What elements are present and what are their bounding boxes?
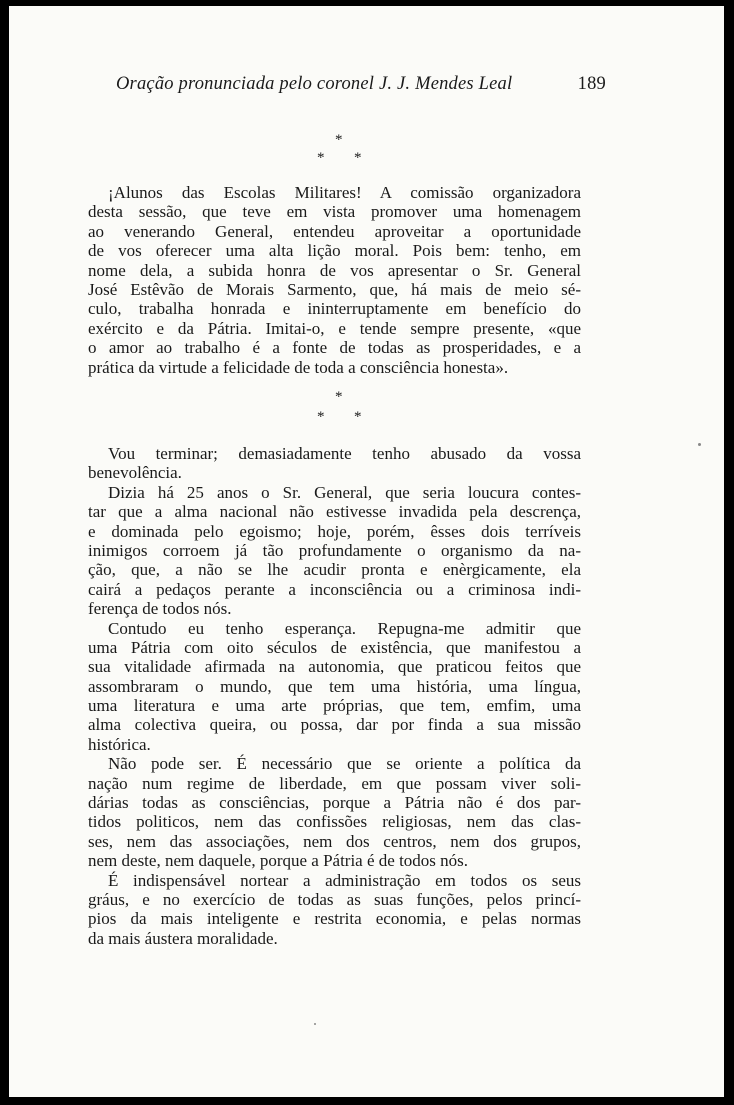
paragraph-address — [88, 183, 581, 377]
text-line: Vou terminar; demasiadamente tenho abusado da vossa — [108, 444, 581, 463]
asterisk: * — [335, 389, 343, 405]
asterisk: * — [354, 409, 362, 425]
text-line: gráus, e no exercício de todas as suas funções, pelos princí- — [88, 889, 581, 909]
asterisk: * — [354, 150, 362, 166]
text-line: ção, que, a não se lhe acudir pronta e enèrgicamente, ela — [88, 560, 581, 580]
text-line: dárias todas as consciências, porque a Pátria não é dos par- — [88, 793, 581, 813]
text-line: assombraram o mundo, que tem uma história, uma língua, — [88, 676, 581, 696]
text-line: desta sessão, que teve em vista promover uma homenagem — [88, 202, 581, 222]
text-line: histórica. — [88, 734, 151, 754]
text-line: alma colectiva queira, ou possa, dar por finda a sua missão — [88, 715, 581, 735]
text-line: nem deste, nem daquele, porque a Pátria é de todos nós. — [88, 851, 469, 871]
text-line: pios da mais inteligente e restrita economia, e pelas normas — [88, 909, 581, 929]
text-line: prática da virtude a felicidade de toda a consciência honesta». — [88, 357, 509, 377]
text-line: tidos politicos, nem das confissões religiosas, nem das clas- — [88, 812, 581, 832]
running-title: Oração pronunciada pelo coronel J. J. Mendes Leal — [116, 74, 513, 94]
text-line: nação num regime de liberdade, em que possam viver soli- — [88, 773, 581, 793]
text-line: benevolência. — [88, 463, 182, 483]
text-line: e dominada pelo egoismo; hoje, porém, êsses dois terríveis — [88, 521, 581, 541]
text-line: José Estêvão de Morais Sarmento, que, há mais de meio sé- — [88, 279, 581, 299]
asterisk: * — [335, 132, 343, 148]
text-line: ses, nem das associações, nem dos centros, nem dos grupos, — [88, 831, 581, 851]
text-line: nome dela, a subida honra de vos apresentar o Sr. General — [88, 260, 581, 280]
running-header — [116, 74, 606, 95]
text-line: sua vitalidade afirmada na autonomia, que praticou feitos que — [88, 657, 581, 677]
text-line: exército e da Pátria. Imitai-o, e tende sempre presente, «que — [88, 318, 581, 338]
section-separator — [305, 133, 405, 169]
paper-speck — [698, 443, 701, 446]
text-line: cairá a pedaços perante a inconsciência ou a criminosa indi- — [88, 579, 581, 599]
text-line: É indispensável nortear a administração em todos os seus — [108, 870, 581, 890]
text-line: inimigos corroem já tão profundamente o organismo da na- — [88, 540, 581, 560]
text-line: ferença de todos nós. — [88, 599, 232, 619]
text-line: uma literatura e uma arte próprias, que tem, emfim, uma — [88, 696, 581, 716]
text-line: ao venerando General, entendeu aproveitar a oportunidade — [88, 221, 581, 241]
text-line: Não pode ser. É necessário que se oriente a política da — [108, 754, 581, 774]
text-line: Dizia há 25 anos o Sr. General, que seria loucura contes- — [108, 482, 581, 502]
asterisk: * — [317, 409, 325, 425]
text-line: Contudo eu tenho esperança. Repugna-me admitir que — [108, 618, 581, 638]
text-line: o amor ao trabalho é a fonte de todas as prosperidades, e a — [88, 338, 581, 358]
paragraph-closing — [88, 444, 581, 948]
asterisk: * — [317, 150, 325, 166]
text-line: culo, trabalha honrada e ininterruptamente em benefício do — [88, 299, 581, 319]
page-number: 189 — [577, 74, 606, 94]
text-line: uma Pátria com oito séculos de existência, que manifestou a — [88, 637, 581, 657]
section-separator — [305, 390, 405, 426]
paper-speck — [314, 1023, 316, 1025]
text-line: de vos oferecer uma alta lição moral. Pois bem: tenho, em — [88, 241, 581, 261]
text-line: ¡Alunos das Escolas Militares! A comissão organizadora — [108, 183, 581, 202]
book-page — [9, 6, 724, 1097]
text-line: tar que a alma nacional não estivesse invadida pela descrença, — [88, 502, 581, 522]
text-line: da mais áustera moralidade. — [88, 928, 278, 948]
